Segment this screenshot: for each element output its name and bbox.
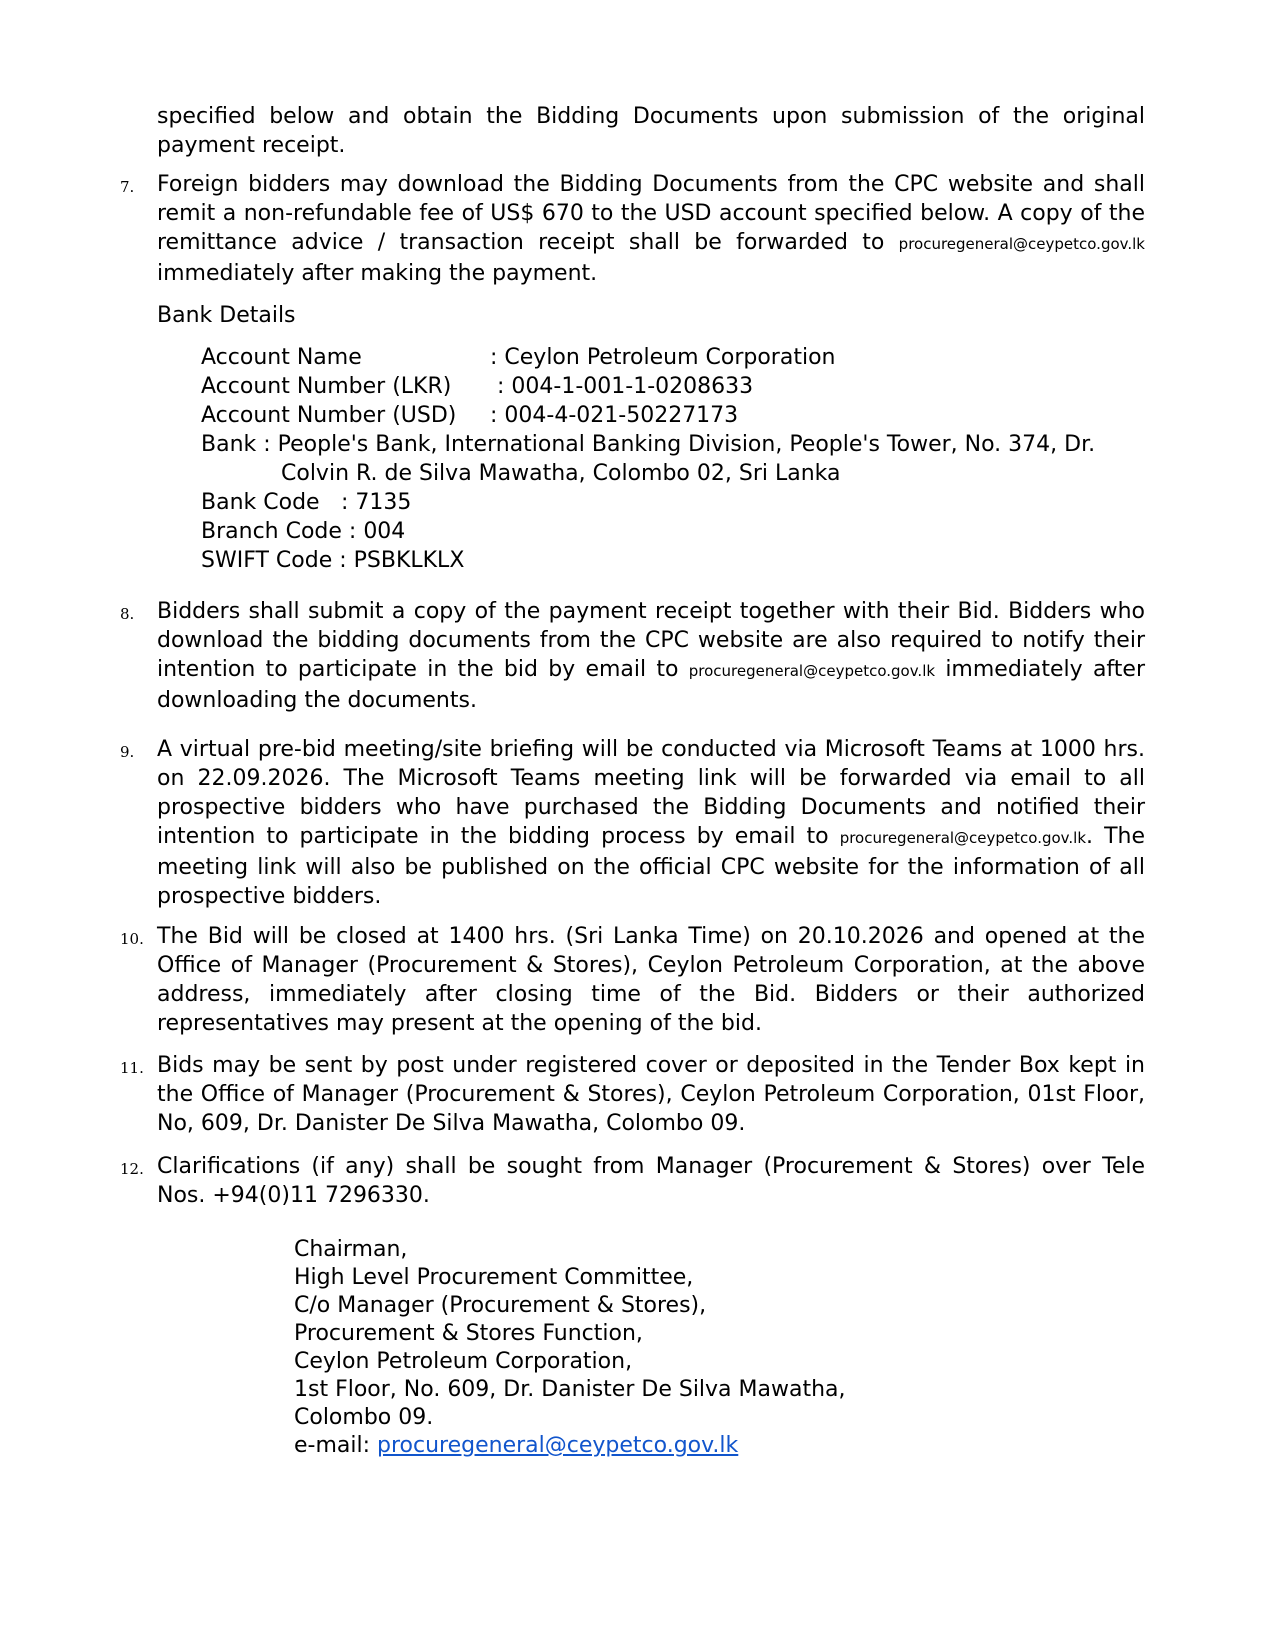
account-usd-row	[201, 401, 1161, 430]
item-number: 11.	[120, 1059, 144, 1077]
account-lkr-label: Account Number (LKR)	[201, 374, 452, 399]
bank-code-value: : 7135	[341, 490, 412, 515]
item-8-email: procuregeneral@ceypetco.gov.lk	[688, 662, 936, 680]
item-9-text	[157, 735, 1145, 911]
bank-code-label: Bank Code	[201, 490, 320, 515]
item-8-text-before: Bidders shall submit a copy of the payment receipt together with their Bid. Bidders who download the bidding documents from the CPC website are also required to notify their intention to participate in the bid by email to	[157, 599, 1145, 682]
item-7-text-before: Foreign bidders may download the Bidding Documents from the CPC website and shall remit a non-refundable fee of US$ 670 to the USD account specified below. A copy of the remittance advice / transaction receipt shall be forwarded to	[157, 172, 1145, 255]
bank-name-row	[201, 430, 1161, 459]
item-9-text-after: . The meeting link will also be published on the official CPC website for the information of all prospective bidders.	[157, 824, 1146, 909]
email-label: e-mail:	[294, 1433, 378, 1458]
bank-code-row	[201, 488, 1161, 517]
item-number: 8.	[120, 605, 135, 623]
item-8-text-after: immediately after downloading the documents.	[157, 657, 1145, 713]
account-usd-value: : 004-4-021-50227173	[490, 403, 739, 428]
signature-line: Chairman,	[294, 1237, 408, 1262]
account-name-value: : Ceylon Petroleum Corporation	[490, 345, 836, 370]
item-number: 9.	[120, 743, 135, 761]
item-8-text	[157, 597, 1145, 715]
bank-details-block	[201, 343, 1161, 575]
account-lkr-value: : 004-1-001-1-0208633	[497, 374, 754, 399]
signature-line: Ceylon Petroleum Corporation,	[294, 1349, 633, 1374]
signature-line: Procurement & Stores Function,	[294, 1321, 643, 1346]
intro-line-1: specified below and obtain the Bidding Documents upon submission of the original	[157, 104, 1145, 129]
signature-line: C/o Manager (Procurement & Stores),	[294, 1293, 707, 1318]
item-11-text: Bids may be sent by post under registered cover or deposited in the Tender Box kept in the Office of Manager (Procurement & Stores), Ceylon Petroleum Corporation, 01st Floor, No, 609, Dr. Danister De Silva Mawatha, Colombo 09.	[157, 1053, 1145, 1136]
email-link[interactable]: procuregeneral@ceypetco.gov.lk	[377, 1433, 739, 1458]
account-usd-label: Account Number (USD)	[201, 403, 457, 428]
account-name-label: Account Name	[201, 345, 362, 370]
item-number: 7.	[120, 178, 135, 196]
item-10-text: The Bid will be closed at 1400 hrs. (Sri Lanka Time) on 20.10.2026 and opened at the Office of Manager (Procurement & Stores), Ceylon Petroleum Corporation, at the above address, immediately after closing time of the Bid. Bidders or their authorized representatives may present at the opening of the bid.	[157, 924, 1145, 1036]
intro-line-2: payment receipt.	[157, 133, 346, 158]
item-7-text-after: immediately after making the payment.	[157, 261, 598, 286]
bank-name-line: Bank : People's Bank, International Banking Division, People's Tower, No. 374, Dr.	[201, 432, 1096, 457]
signature-line: High Level Procurement Committee,	[294, 1265, 694, 1290]
account-name-row	[201, 343, 1161, 372]
signature-email-line	[294, 1432, 846, 1460]
branch-code-row	[201, 517, 1161, 546]
item-9-text-before: A virtual pre-bid meeting/site briefing will be conducted via Microsoft Teams at 1000 hrs. on 22.09.2026. The Microsoft Teams meeting link will be forwarded via email to all prospective bidders who have purchased the Bidding Documents and notified their intention to participate in the bidding process by email to	[157, 737, 1145, 849]
item-7-email: procuregeneral@ceypetco.gov.lk	[898, 235, 1145, 253]
item-9-email: procuregeneral@ceypetco.gov.lk	[839, 829, 1087, 847]
signature-block	[294, 1236, 846, 1460]
swift-code: SWIFT Code : PSBKLKLX	[201, 548, 465, 573]
branch-code: Branch Code : 004	[201, 519, 406, 544]
account-lkr-row	[201, 372, 1161, 401]
signature-line: 1st Floor, No. 609, Dr. Danister De Silva Mawatha,	[294, 1377, 846, 1402]
swift-code-row	[201, 546, 1161, 575]
item-7-text	[157, 170, 1145, 288]
bank-address-line: Colvin R. de Silva Mawatha, Colombo 02, Sri Lanka	[281, 461, 841, 486]
item-12-text: Clarifications (if any) shall be sought from Manager (Procurement & Stores) over Tele Nos. +94(0)11 7296330.	[157, 1154, 1145, 1208]
item-number: 12.	[120, 1160, 144, 1178]
bank-address-row	[201, 459, 1161, 488]
item-number: 10.	[120, 930, 144, 948]
bank-details-heading: Bank Details	[157, 303, 296, 328]
signature-line: Colombo 09.	[294, 1405, 434, 1430]
